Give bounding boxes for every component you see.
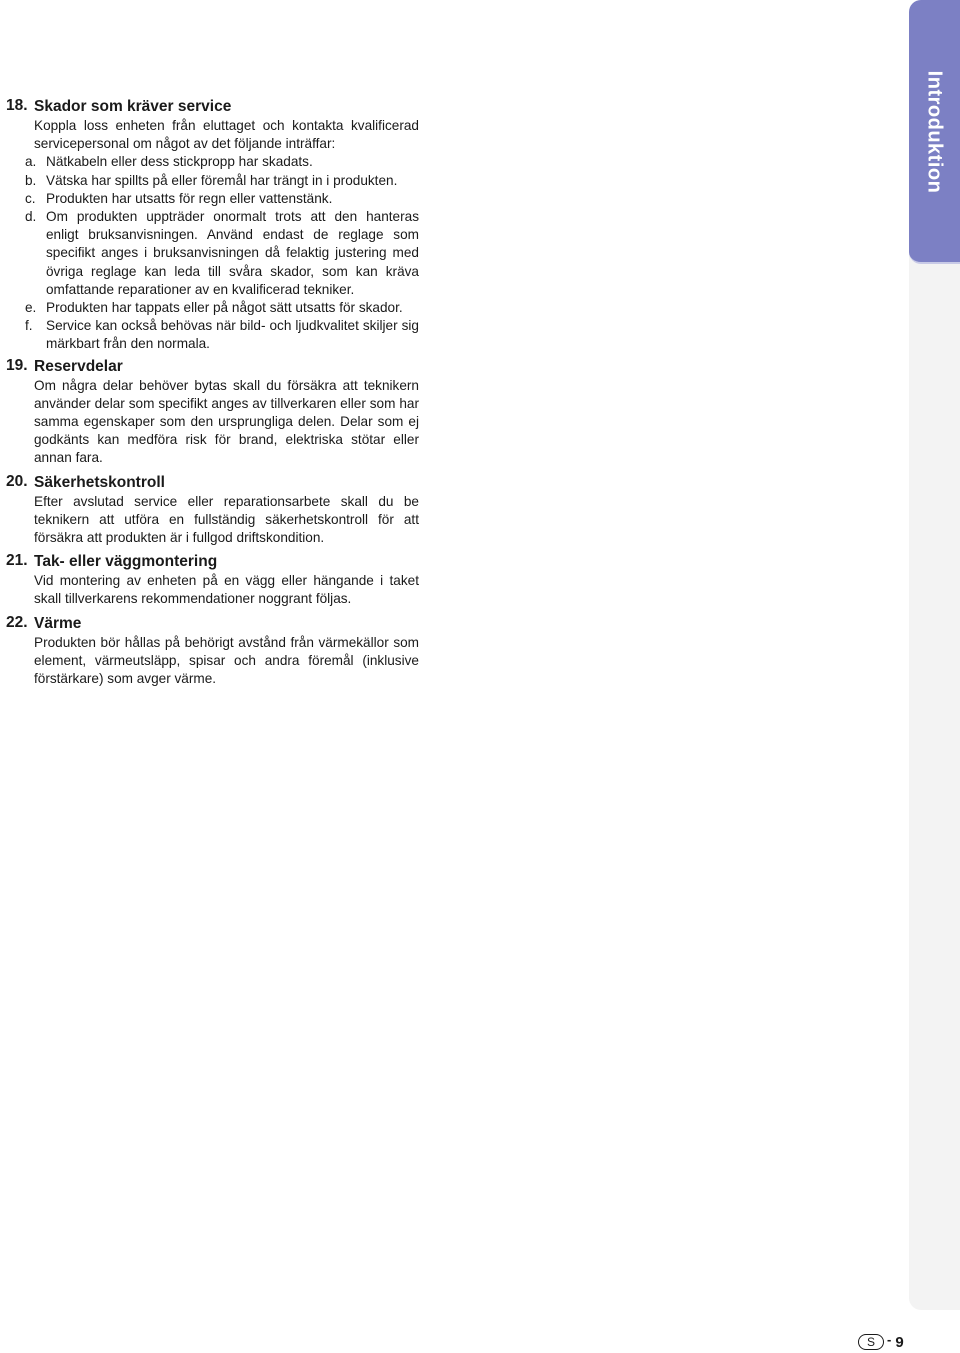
- language-badge: S: [858, 1334, 884, 1350]
- section-title: Skador som kräver service: [34, 98, 232, 115]
- section-number: 21.: [6, 552, 28, 570]
- list-item: [6, 172, 419, 190]
- section-22: [6, 613, 419, 689]
- page-number: 9: [895, 1333, 904, 1351]
- section-title: Värme: [34, 614, 82, 632]
- item-letter: b.: [25, 172, 37, 188]
- section-21: [6, 551, 419, 608]
- section-18: [6, 96, 419, 153]
- section-title: Säkerhetskontroll: [34, 473, 165, 491]
- item-text: Produkten har tappats eller på något sätt utsatts för skador.: [46, 300, 403, 316]
- main-content: [6, 96, 419, 688]
- section-title: Tak- eller väggmontering: [34, 553, 218, 571]
- list-item: [6, 299, 419, 317]
- section-number: 18.: [6, 97, 28, 114]
- item-text: Produkten har utsatts för regn eller vattenstänk.: [46, 190, 333, 206]
- page-footer: [858, 1331, 904, 1353]
- item-list: [6, 153, 419, 353]
- page-separator: -: [887, 1331, 892, 1347]
- list-item: [6, 190, 419, 208]
- section-body: Efter avslutad service eller reparationsarbete skall du be teknikern att utföra en fullständig säkerhetskontroll för att försäkra att produkten är i fullgod driftskondition.: [34, 493, 419, 546]
- item-letter: c.: [25, 190, 36, 206]
- section-body: Om några delar behöver bytas skall du försäkra att teknikern använder delar som specifikt anges av tillverkaren eller som har samma egenskaper som den ursprungliga delen. Delar som ej godkänts kan medföra risk för brand, elektriska stötar eller annan fara.: [34, 377, 419, 466]
- section-body: Produkten bör hållas på behörigt avstånd från värmekällor som element, värmeutsläpp, spisar och andra föremål (inklusive förstärkare) som avger värme.: [34, 634, 419, 687]
- list-item: [6, 317, 419, 353]
- section-body: Koppla loss enheten från eluttaget och kontakta kvalificerad servicepersonal om något av det följande inträffar:: [34, 118, 419, 152]
- section-title: Reservdelar: [34, 357, 123, 375]
- section-19: [6, 356, 419, 468]
- section-number: 22.: [6, 613, 28, 631]
- item-text: Om produkten uppträder onormalt trots att den hanteras enligt bruksanvisningen. Använd endast de reglage som specifikt anges i bruksanvisningen då felaktig justering med övriga reglage kan leda till svåra skador, som kan kräva omfattande reparationer av en kvalificerad tekniker.: [46, 209, 419, 297]
- section-number: 20.: [6, 472, 28, 490]
- list-item: [6, 153, 419, 171]
- section-20: [6, 472, 419, 548]
- side-tab-label: Introduktion: [923, 70, 946, 194]
- section-body: Vid montering av enheten på en vägg eller hängande i taket skall tillverkarens rekommendationer noggrant följas.: [34, 573, 419, 607]
- item-text: Nätkabeln eller dess stickpropp har skadats.: [46, 154, 313, 170]
- item-letter: d.: [25, 209, 37, 225]
- list-item: [6, 208, 419, 299]
- section-number: 19.: [6, 356, 28, 374]
- item-text: Vätska har spillts på eller föremål har trängt in i produkten.: [46, 172, 398, 188]
- item-text: Service kan också behövas när bild- och ljudkvalitet skiljer sig märkbart från den normala.: [46, 318, 419, 352]
- item-letter: f.: [25, 318, 33, 334]
- item-letter: e.: [25, 300, 37, 316]
- item-letter: a.: [25, 154, 37, 170]
